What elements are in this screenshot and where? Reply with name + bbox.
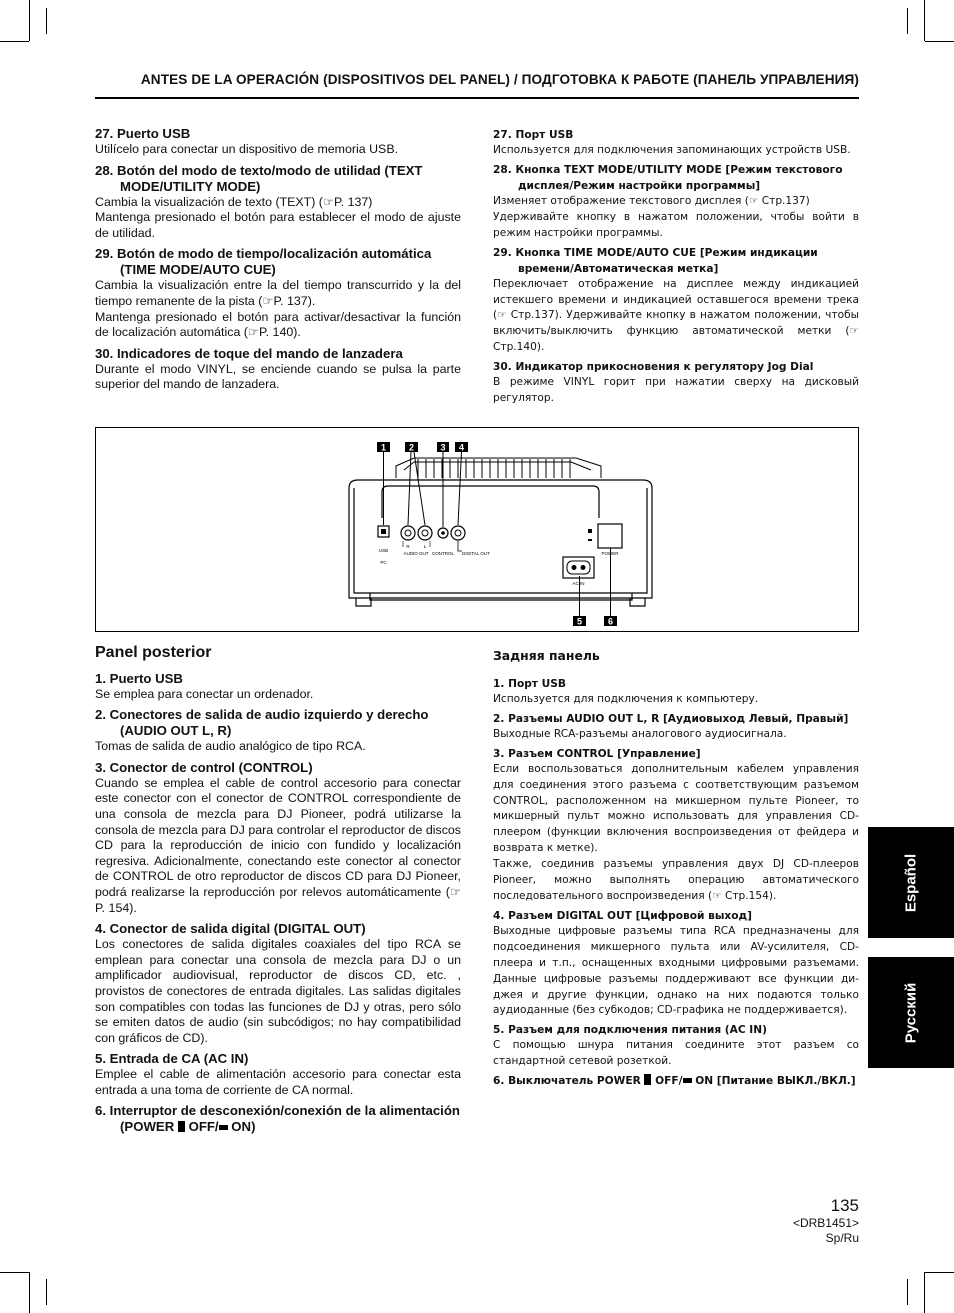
control-label: CONTROL: [431, 551, 455, 556]
ru-top-item-body: Переключает отображение на дисплее между индикацией истекшего времени и индикацией оставшегося времени трека (☞ Стр.137). Удерживайте кнопку в нажатом положении, чтобы включить/выключить функцию автоматической метки (☞ Стр.140).: [493, 277, 859, 354]
ru-rear-item-body: Выходные RCA-разъемы аналогового аудиосигнала.: [493, 727, 787, 740]
es-rear-item-heading: 3. Conector de control (CONTROL): [95, 759, 313, 775]
ru-rear-item-body: С помощью шнура питания соедините этот разъем со стандартной сетевой розеткой.: [493, 1039, 859, 1068]
svg-text:5: 5: [576, 616, 583, 627]
es-rear-item-heading: 2. Conectores de salida de audio izquierdo y derecho (AUDIO OUT L, R): [95, 707, 429, 739]
page-number: 135: [830, 1196, 859, 1215]
svg-text:3: 3: [440, 442, 446, 453]
ru-rear-item-body: Если воспользоваться дополнительным кабелем управления для соединения этого разъема с соответствующим разъемом CONTROL, расположенном на микшерном пульте Pioneer, то микшерный пульт можно использовать для управления CD-плеером (функции включения воспроизведения от фейдера и возврата к метке).: [493, 762, 859, 855]
es-rear-item-body: Cuando se emplea el cable de control accesorio para conectar este conector con el conector de CONTROL correspondiente de una consola de mezcla para DJ Pioneer, podrá utilizarse la consola de mezcla para DJ para controlar el reproductor de discos CD para la reproducción de inicio con fundido y localización regresiva. Adicionalmente, conectando este conector al conector de CONTROL de otro reproductor de discos CD para DJ Pioneer, podrá realizarse la reproducción por relevos automáticamente (☞ P. 154).: [95, 775, 461, 915]
es-rear-item-heading: 4. Conector de salida digital (DIGITAL OUT): [95, 921, 366, 937]
header-rule: [95, 97, 859, 99]
ru-rear-item-heading: 2. Разъемы AUDIO OUT L, R [Аудиовыход Левый, Правый]: [493, 712, 849, 725]
callout-3: [437, 442, 449, 453]
on-symbol-icon: [219, 1125, 228, 1130]
player-body: [349, 480, 652, 606]
document-code: <DRB1451> Sp/Ru: [792, 1216, 859, 1245]
off-symbol-icon: [178, 1121, 185, 1132]
tab-espanol: Español: [868, 827, 954, 938]
es-top-item-body: Utilícelo para conectar un dispositivo de memoria USB.: [95, 142, 399, 156]
audio-out-l-jack: [418, 526, 432, 540]
audio-out-label: AUDIO OUT: [403, 551, 429, 556]
es-rear-item-body: Emplee el cable de alimentación accesorio para conectar esta entrada a una toma de corriente de CA normal.: [95, 1067, 461, 1097]
usb-label: USB: [378, 548, 389, 553]
ru-top-item-heading: 30. Индикатор прикосновения к регулятору Jog Dial: [493, 361, 814, 374]
ru-rear-item-6-heading: 6. Выключатель POWER OFF/ ON [Питание ВЫКЛ./ВКЛ.]: [493, 1075, 856, 1088]
es-top-item-heading: 30. Indicadores de toque del mando de lanzadera: [95, 345, 403, 361]
ru-rear-title: Задняя панель: [493, 648, 600, 663]
ru-top-item-heading: 28. Кнопка TEXT MODE/UTILITY MODE [Режим текстового дисплея/Режим настройки программы]: [493, 163, 843, 192]
ru-rear-item-body: Также, соединив разъемы управления двух DJ CD-плееров Pioneer, можно выполнять операцию автоматического последовательного воспроизведения (☞ Стр.154).: [493, 858, 859, 902]
es-top-item-body: Durante el modo VINYL, se enciende cuando se pulsa la parte superior del mando de lanzadera.: [95, 361, 461, 392]
es-rear-item-body: Se emplea para conectar un ordenador.: [95, 686, 314, 701]
callout-1: [377, 442, 390, 453]
audio-out-r-jack: [401, 526, 415, 540]
ru-top-item-body: Удерживайте кнопку в нажатом положении, чтобы войти в режим настройки программы.: [493, 210, 859, 239]
power-label: POWER: [601, 551, 619, 556]
digital-out-jack: [451, 526, 465, 540]
rear-panel-figure: [95, 427, 859, 632]
ru-rear-item-heading: 3. Разъем CONTROL [Управление]: [493, 747, 701, 760]
ru-top-item-heading: 29. Кнопка TIME MODE/AUTO CUE [Режим индикации времени/Автоматическая метка]: [493, 246, 818, 275]
callout-5: [573, 616, 586, 627]
es-top-item-body: Cambia la visualización entre la del tiempo transcurrido y la del tiempo remanente de la pista (☞P. 137).: [95, 278, 461, 308]
ru-top-item-body: Изменяет отображение текстового дисплея (☞ Стр.137): [493, 194, 810, 207]
es-top-section: [95, 121, 461, 393]
ru-top-section: [493, 124, 859, 407]
page-header: ANTES DE LA OPERACIÓN (DISPOSITIVOS DEL PANEL) / ПОДГОТОВКА К РАБОТЕ (ПАНЕЛЬ УПРАВЛЕНИЯ): [140, 72, 859, 87]
es-rear-item-body: Tomas de salida de audio analógico de tipo RCA.: [95, 739, 366, 754]
svg-text:6: 6: [607, 616, 614, 627]
es-rear-title: Panel posterior: [95, 644, 212, 661]
ru-rear-section: [493, 648, 859, 1089]
es-rear-item-heading: 5. Entrada de CA (AC IN): [95, 1051, 249, 1067]
ru-top-item-body: Используется для подключения запоминающих устройств USB.: [493, 144, 851, 156]
ac-in-label: AC IN: [572, 581, 585, 586]
ru-rear-item-heading: 5. Разъем для подключения питания (AC IN): [493, 1024, 767, 1037]
digital-out-bracket: [458, 541, 462, 551]
es-top-item-body: Cambia la visualización de texto (TEXT) (☞P. 137): [95, 194, 373, 209]
digital-out-label: DIGITAL OUT: [462, 551, 490, 556]
rear-panel-diagram: [96, 428, 858, 631]
callout-4: [455, 442, 468, 453]
es-top-item-body: Mantenga presionado el botón para activar/desactivar la función de localización automática (☞P. 140).: [95, 309, 461, 340]
tab-russian: Русский: [868, 957, 954, 1068]
es-top-item-heading: 29. Botón de modo de tiempo/localización automática (TIME MODE/AUTO CUE): [95, 246, 432, 278]
es-rear-section: [95, 645, 461, 1135]
es-rear-item-body: Los conectores de salida digitales coaxiales del tipo RCA se emplean para conectar una consola de mezcla para DJ o un amplificador audiovisual, reproductor de discos CD, etc. , provistos de conectores de entrada digitales. Las salidas digitales son compatibles con todas las funciones de DJ y otras, pero sólo se emiten datos de audio (sin subcódigos; no hay compatibilidad con gráficos de CD).: [95, 937, 461, 1045]
callout-2: [405, 442, 418, 453]
es-top-item-heading: 28. Botón del modo de texto/modo de utilidad (TEXT MODE/UTILITY MODE): [95, 162, 423, 194]
ac-in-socket: [563, 557, 594, 578]
ru-top-item-heading: 27. Порт USB: [493, 129, 574, 141]
svg-text:4: 4: [458, 442, 465, 453]
svg-text:2: 2: [408, 442, 415, 453]
ru-rear-item-heading: 1. Порт USB: [493, 677, 566, 690]
power-switch: [588, 524, 622, 548]
es-rear-item-6-heading: 6. Interruptor de desconexión/conexión de la alimentación (POWER OFF/ ON): [95, 1103, 460, 1135]
callout-6: [604, 616, 617, 627]
ru-rear-item-heading: 4. Разъем DIGITAL OUT [Цифровой выход]: [493, 909, 752, 922]
es-top-item-body: Mantenga presionado el botón para establecer el modo de ajuste de utilidad.: [95, 210, 461, 240]
on-symbol-icon: [683, 1078, 692, 1083]
ru-rear-item-body: Используется для подключения к компьютеру.: [493, 692, 759, 705]
ru-top-item-body: В режиме VINYL горит при нажатии сверху на дисковый регулятор.: [493, 376, 859, 405]
es-top-item-heading: 27. Puerto USB: [95, 126, 191, 141]
control-jack: [438, 528, 448, 538]
r-label: R: [406, 544, 410, 549]
es-rear-item-heading: 1. Puerto USB: [95, 670, 183, 686]
usb-pc-label: PC: [380, 560, 387, 565]
ru-rear-item-body: Выходные цифровые разъемы типа RCA предназначены для подсоединения микшерного пульта или AV-усилителя, CD-плеера и т.п., оснащенных входными цифровыми разъемами. Данные цифровые разъемы поддерживают все функции ди-джея и другие функции, однако на них подаются только аудиоданные (без субкодов; CD-графика не поддерживается).: [493, 924, 859, 1017]
svg-text:1: 1: [380, 442, 387, 453]
l-label: L: [423, 544, 427, 549]
usb-port: [378, 526, 389, 537]
off-symbol-icon: [644, 1074, 651, 1085]
